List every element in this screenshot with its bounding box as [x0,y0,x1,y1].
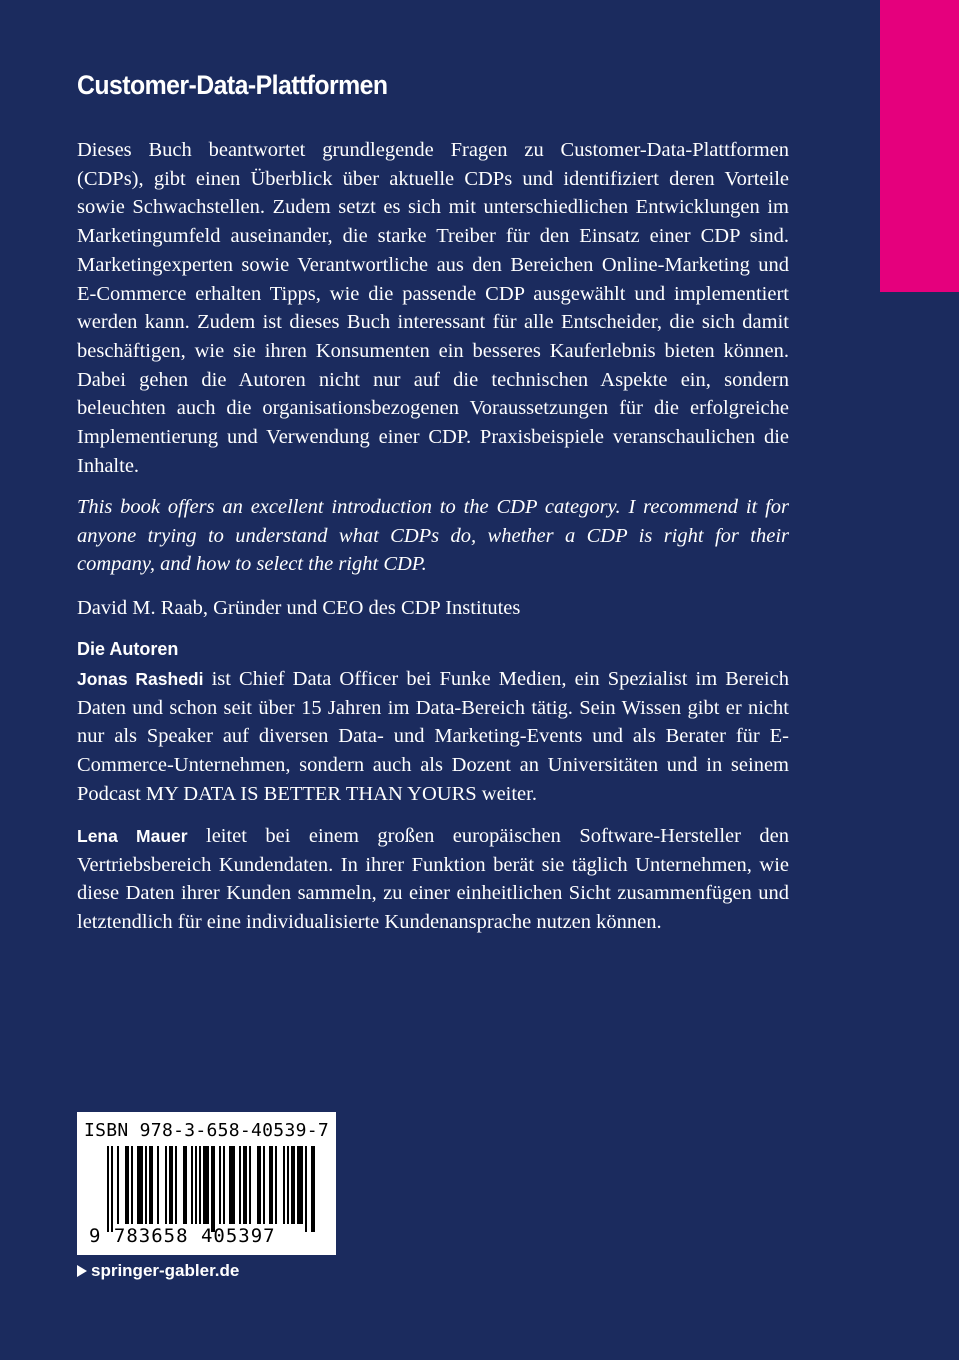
author-name: Lena Mauer [77,826,188,846]
publisher-url: springer-gabler.de [91,1261,240,1280]
author-bio-text: leitet bei einem großen europäischen Software-Hersteller den Vertriebsbereich Kundendaten. In ihrer Funktion berät sie täglich Unternehmen, wie diese Daten ihrer Kunden sammeln, zu einer einheitlichen Sicht zusammenfügen und letztendlich für eine individualisierte Kundenansprache nutzen können. [77,825,790,934]
publisher-link[interactable] [77,1261,239,1281]
book-description: Dieses Buch beantwortet grundlegende Fragen zu Customer-Data-Plattformen (CDPs), gibt einen Überblick über aktuelle CDPs und identifiziert deren Vorteile sowie Schwachstellen. Zudem setzt es sich mit unterschiedlichen Entwicklungen im Marketingumfeld auseinander, die starke Treiber für den Einsatz einer CDP sind. Marketingexperten sowie Verantwortliche aus den Bereichen Online-Marketing und E-Commerce erhalten Tipps, wie die passende CDP ausgewählt und implementiert werden kann. Zudem ist dieses Buch interessant für alle Entscheider, die sich damit beschäftigen, wie sie ihren Konsumenten ein besseres Kauferlebnis bieten können. Dabei gehen die Autoren nicht nur auf die technischen Aspekte ein, sondern beleuchten auch die organisationsbezogenen Voraussetzungen für die erfolgreiche Implementierung und Verwendung einer CDP. Praxisbeispiele veranschaulichen die Inhalte. [77,139,789,477]
authors-heading: Die Autoren [77,639,179,659]
barcode-digits: 9 783658 405397 [89,1225,276,1247]
endorsement-quote: This book offers an excellent introduction to the CDP category. I recommend it for anyone trying to understand what CDPs do, whether a CDP is right for their company, and how to select the right CDP. [77,496,789,576]
isbn-barcode [77,1112,336,1255]
quote-author: David M. Raab, Gründer und CEO des CDP Institutes [77,597,521,619]
accent-bar [880,0,959,292]
author-bio [77,665,789,809]
barcode-image [77,1146,336,1236]
isbn-label: ISBN 978-3-658-40539-7 [83,1120,329,1141]
arrow-right-icon [77,1265,87,1277]
author-name: Jonas Rashedi [77,669,204,689]
book-title: Customer-Data-Plattformen [77,70,388,100]
author-bio-text: ist Chief Data Officer bei Funke Medien, ein Spezialist im Bereich Daten und schon seit über 15 Jahren im Data-Bereich tätig. Sein Wissen gibt er nicht nur als Speaker auf diversen Data- und Marketing-Events und als Berater für E-Commerce-Unternehmen, sondern auch als Dozent an Universitäten und in seinem Podcast MY DATA IS BETTER THAN YOURS weiter. [77,668,789,805]
author-bio [77,822,789,937]
